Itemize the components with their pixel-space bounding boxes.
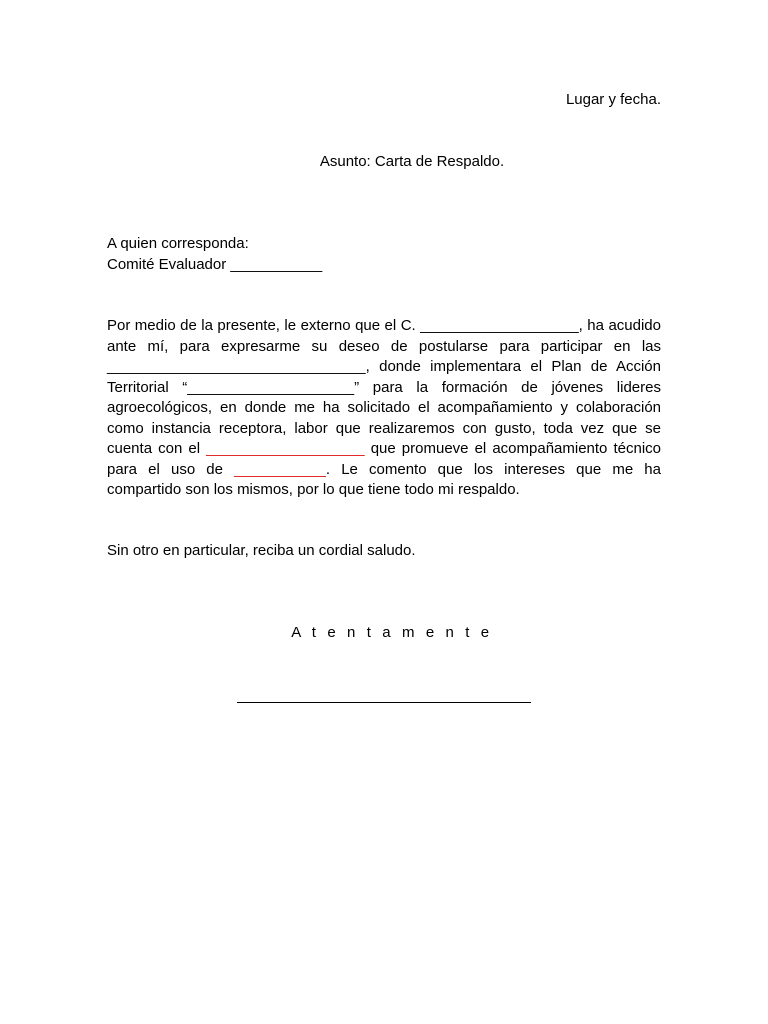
signature-line [237, 702, 531, 703]
place-date: Lugar y fecha. [565, 91, 661, 108]
body-line-6: como instancia receptora, labor que realizaremos con gusto, toda vez que se [107, 419, 661, 437]
body-line-8-start: para el uso de [107, 460, 235, 478]
body-line-9: compartido son los mismos, por lo que tiene todo mi respaldo. [107, 481, 520, 498]
body-line-3: _______________________________, donde implementara el Plan de Acción [107, 358, 661, 375]
body-line-7-end: que promueve el acompañamiento técnico [364, 440, 662, 457]
body-line-5: agroecológicos, en donde me ha solicitado el acompañamiento y colaboración [107, 399, 661, 416]
body-line-8 [107, 460, 661, 481]
body-line-2: ante mí, para expresarme su deseo de postularse para participar en las [107, 337, 661, 355]
body-line-7-start: cuenta con el [107, 440, 207, 457]
body-line-7 [107, 439, 661, 460]
body-paragraph [107, 316, 661, 501]
sign-off: A t e n t a m e n t e [291, 624, 493, 641]
red-blank-field: ___________________ [206, 440, 365, 457]
body-line-8-end: . Le comento que los intereses que me ha [325, 460, 661, 478]
body-line-4: Territorial “____________________” para la formación de jóvenes lideres [107, 378, 661, 396]
red-blank-field: ___________ [234, 460, 326, 478]
subject-line: Asunto: Carta de Respaldo. [319, 153, 505, 170]
salutation: A quien corresponda: [107, 235, 249, 252]
body-line-1: Por medio de la presente, le externo que el C. ___________________, ha acudido [107, 317, 661, 334]
committee-line: Comité Evaluador ___________ [107, 256, 323, 273]
closing-sentence: Sin otro en particular, reciba un cordial saludo. [107, 542, 416, 559]
